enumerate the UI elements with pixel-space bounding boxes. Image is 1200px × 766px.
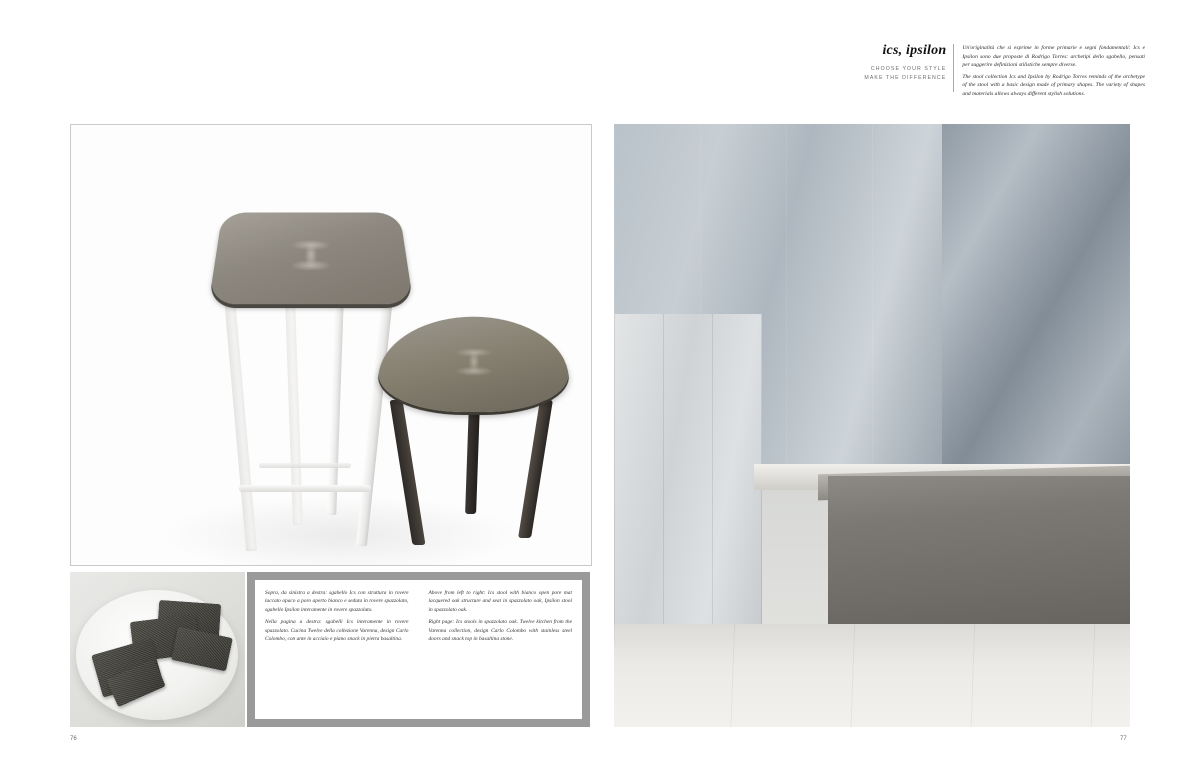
caption-english-column <box>419 580 583 719</box>
ipsilon-stool-low <box>371 300 581 550</box>
caption-en-2: Right page: Ics stools in spazzolato oak. Twelve kitchen from the Varenna collection, design Carlo Colombo with stainless steel doors and snack top in basaltina stone. <box>428 619 572 642</box>
intro-italian: Un'originalità che si esprime in forme primarie e segni fondamentali: Ics e Ipsilon sono due proposte di Rodrigo Torres: archetipi dello sgabello, pensati per suggerire definizioni stilistiche sempre diverse. <box>962 45 1145 68</box>
title-block <box>855 44 954 92</box>
caption-block <box>247 572 590 727</box>
caption-en-1: Above from left to right: Ics stool with bianco open pore mat lacquered oak structure and seat in spazzolato oak, Ipsilon stool in spazzolato oak. <box>428 590 572 613</box>
stool-leg <box>327 300 344 515</box>
caption-inner <box>255 580 582 719</box>
snack-photo <box>70 572 245 727</box>
caption-it-2: Nella pagina a destra: sgabelli Ics interamente in rovere spazzolato. Cucina Twelve della collezione Varenna, design Carlo Colombo, con ante in acciaio e piano snack in pietra basaltina. <box>265 619 409 642</box>
kitchen-floor <box>614 624 1130 727</box>
stool-leg <box>224 296 257 551</box>
page-title: ics, ipsilon <box>882 43 947 58</box>
page-header <box>855 44 1145 104</box>
subtitle-line-2: MAKE THE DIFFERENCE <box>864 74 947 81</box>
stool-leg <box>390 400 426 545</box>
stool-leg <box>465 404 480 514</box>
product-photo-frame <box>70 124 592 566</box>
stool-leg <box>518 400 553 538</box>
kitchen-photo <box>614 124 1130 727</box>
kitchen-cabinets <box>614 314 762 644</box>
header-intro-text <box>954 44 1145 98</box>
stool-seat <box>372 317 576 412</box>
page-number-left: 76 <box>70 736 77 742</box>
page-number-right: 77 <box>1120 736 1127 742</box>
caption-italian-column <box>255 580 419 719</box>
stool-footrest <box>259 463 351 468</box>
intro-english: The stool collection Ics and Ipsilon by Rodrigo Torres reminds of the archetype of the stool with a basic design made of primary shapes. The variety of shapes and materials allows always different stylish solutions. <box>962 73 1145 97</box>
kitchen-glass-panel <box>942 124 1130 469</box>
caption-it-1: Sopra, da sinistra a destra: sgabello Ics con struttura in rovere laccato opaco a poro aperto bianco e seduta in rovere spazzolato, sgabello Ipsilon interamente in rovere spazzolato. <box>265 590 409 613</box>
subtitle-line-1: CHOOSE YOUR STYLE <box>870 66 947 72</box>
stool-footrest <box>239 485 371 492</box>
page-subtitle <box>855 65 946 83</box>
stool-seat <box>208 213 413 305</box>
